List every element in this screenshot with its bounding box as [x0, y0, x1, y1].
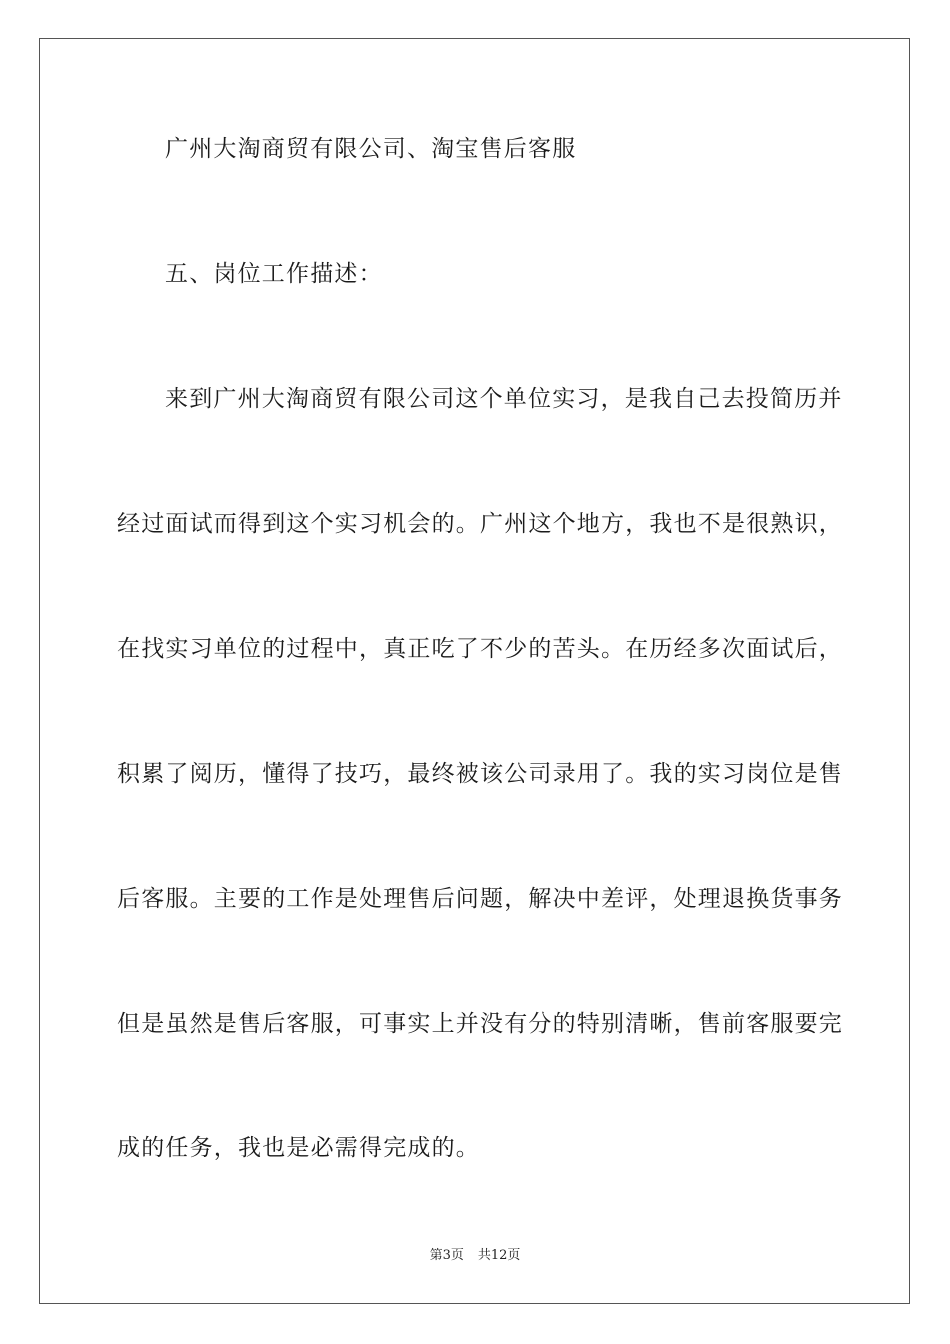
paragraph-line-6: 但是虽然是售后客服，可事实上并没有分的特别清晰，售前客服要完	[117, 1011, 843, 1037]
paragraph-line-5: 后客服。主要的工作是处理售后问题，解决中差评，处理退换货事务	[117, 886, 843, 912]
page-total: 共12页	[477, 1248, 521, 1263]
paragraph-line-4: 积累了阅历，懂得了技巧，最终被该公司录用了。我的实习岗位是售	[117, 761, 843, 787]
page-footer	[0, 1247, 950, 1265]
paragraph-line-1: 来到广州大淘商贸有限公司这个单位实习，是我自己去投简历并	[165, 386, 843, 412]
paragraph-line-2: 经过面试而得到这个实习机会的。广州这个地方，我也不是很熟识，	[117, 511, 843, 537]
paragraph-line-3: 在找实习单位的过程中，真正吃了不少的苦头。在历经多次面试后，	[117, 636, 843, 662]
page-border	[39, 38, 910, 1304]
section-heading-job-description: 五、岗位工作描述：	[165, 261, 383, 287]
body-line-company: 广州大淘商贸有限公司、淘宝售后客服	[165, 136, 577, 162]
paragraph-line-7: 成的任务，我也是必需得完成的。	[117, 1135, 480, 1161]
page-number: 第3页	[429, 1248, 464, 1263]
